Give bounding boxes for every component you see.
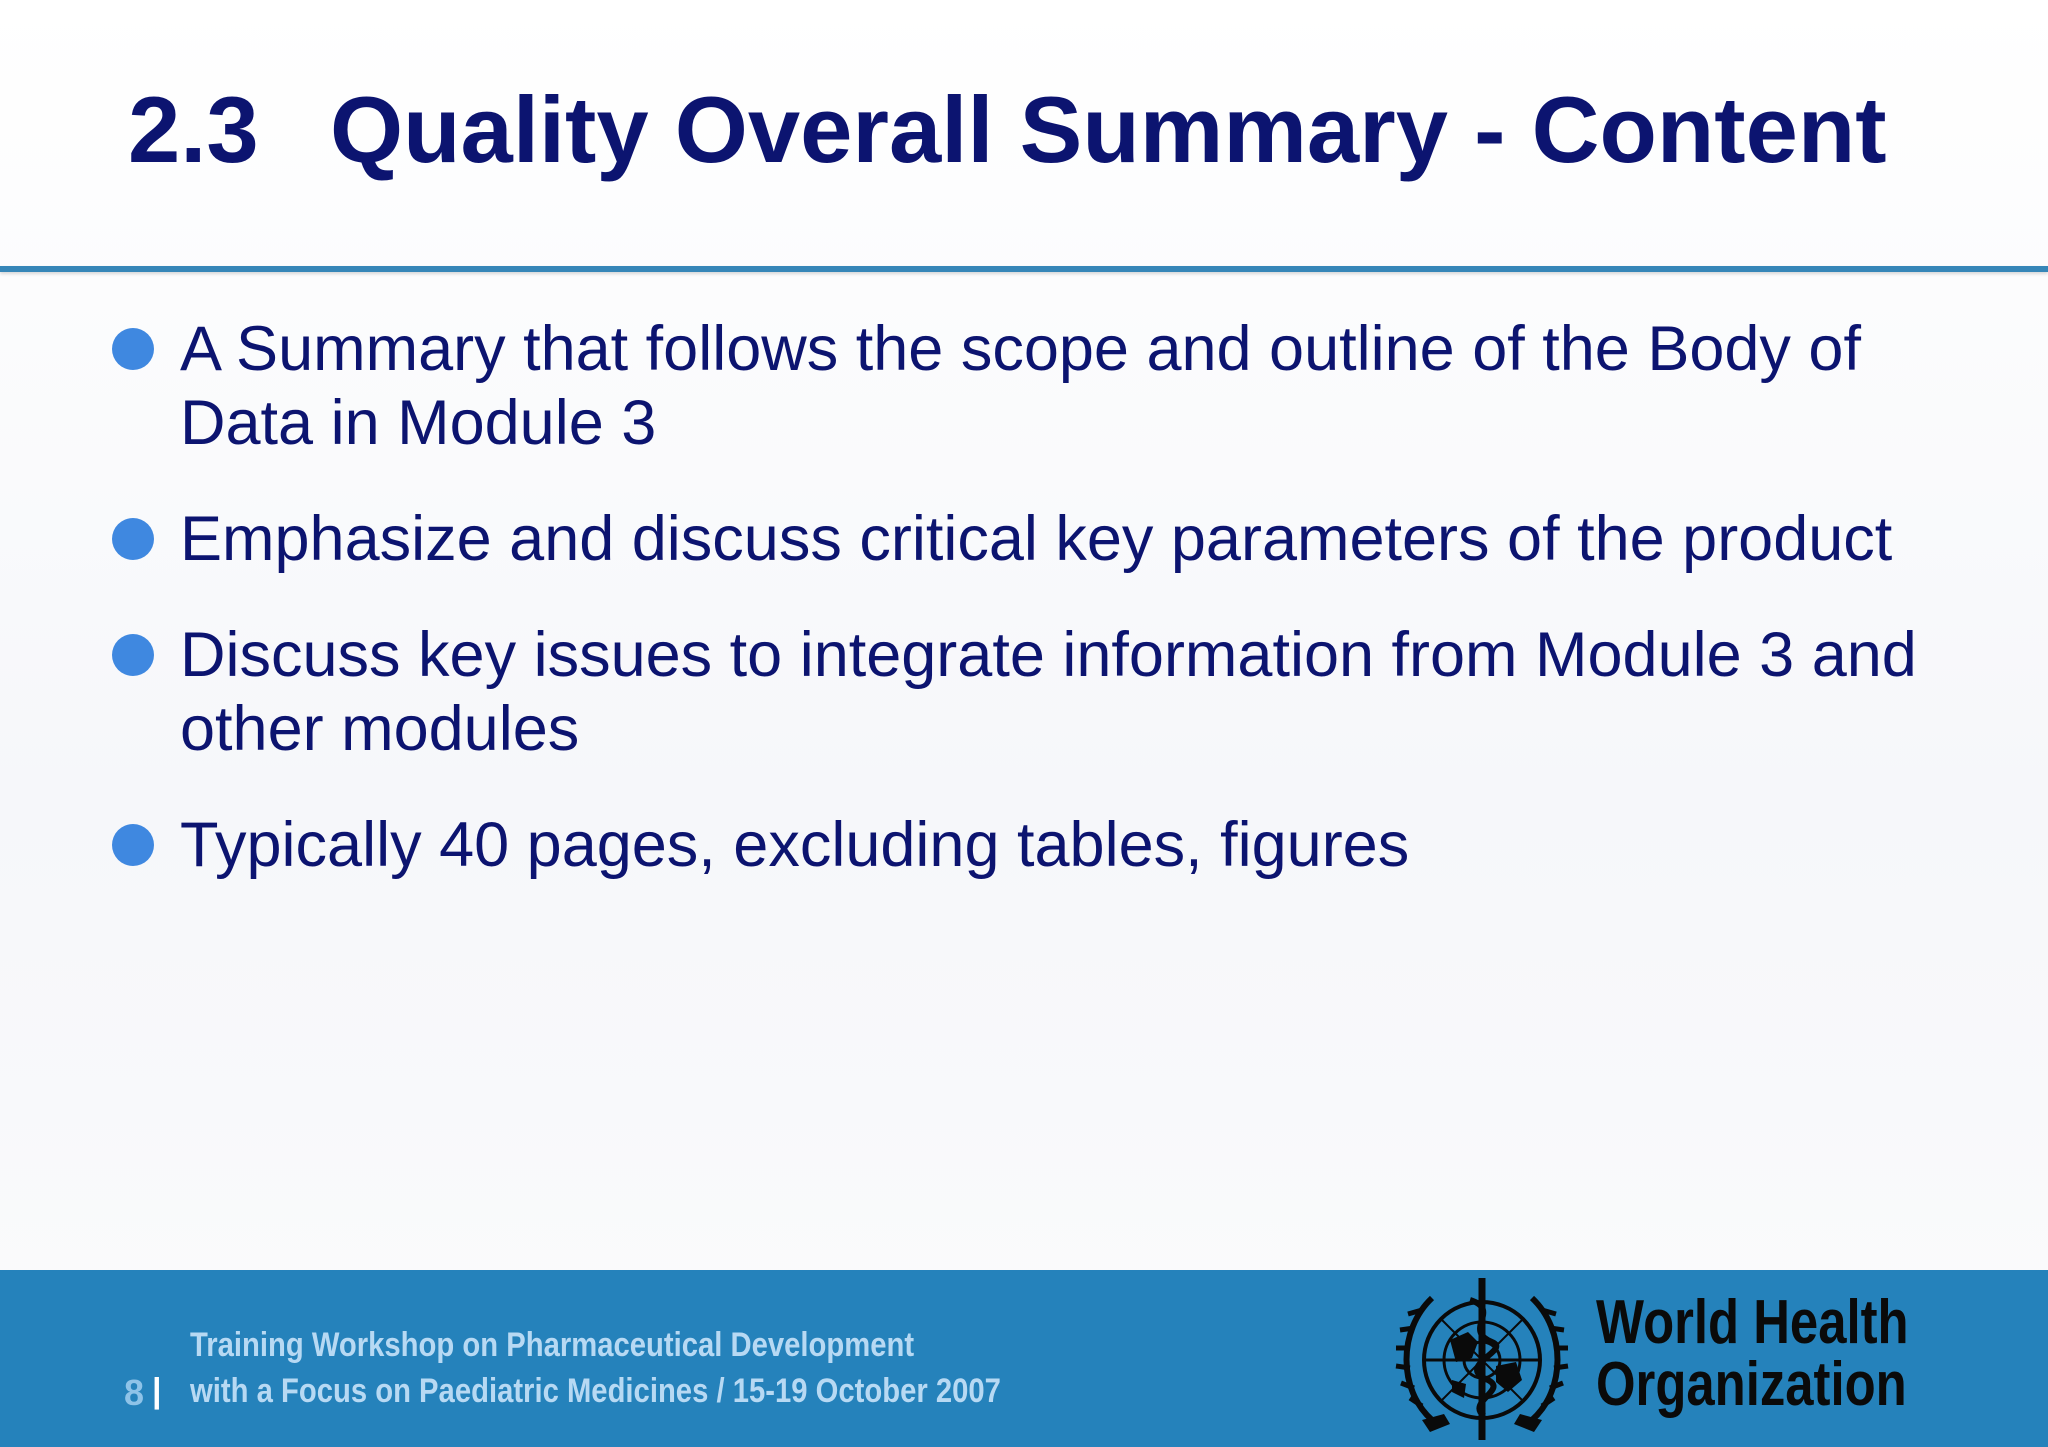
slide-title-text: Quality Overall Summary - Content [330, 77, 1887, 182]
workshop-line-2: with a Focus on Paediatric Medicines / 15-19 October 2007 [190, 1372, 1001, 1410]
footer-bar [0, 1270, 2048, 1447]
bullet-text: Emphasize and discuss critical key parameters of the product [180, 504, 1893, 574]
page-number: 8 [124, 1372, 145, 1413]
bullet-text: Discuss key issues to integrate information from Module 3 and other modules [180, 620, 1917, 764]
who-logo [1392, 1270, 1992, 1447]
bullet-item [112, 808, 1992, 882]
workshop-line-1: Training Workshop on Pharmaceutical Development [190, 1326, 915, 1364]
who-wordmark [1596, 1288, 1909, 1419]
bullet-text: A Summary that follows the scope and outline of the Body of Data in Module 3 [180, 314, 1861, 458]
bullet-item [112, 312, 1992, 460]
circle-bullet-icon [112, 328, 154, 370]
slide-title-number: 2.3 [128, 77, 259, 182]
who-wordmark-line-1: World Health [1596, 1288, 1909, 1357]
bullet-item [112, 618, 1992, 766]
workshop-caption [190, 1322, 1001, 1414]
title-divider [0, 266, 2048, 272]
bullet-text: Typically 40 pages, excluding tables, figures [180, 810, 1410, 880]
slide-title [128, 78, 1988, 181]
circle-bullet-icon [112, 634, 154, 676]
circle-bullet-icon [112, 824, 154, 866]
who-wordmark-line-2: Organization [1596, 1350, 1907, 1419]
bullet-list [112, 312, 1992, 924]
page-separator: | [152, 1372, 162, 1410]
who-emblem-icon [1392, 1270, 1572, 1447]
circle-bullet-icon [112, 518, 154, 560]
bullet-item [112, 502, 1992, 576]
